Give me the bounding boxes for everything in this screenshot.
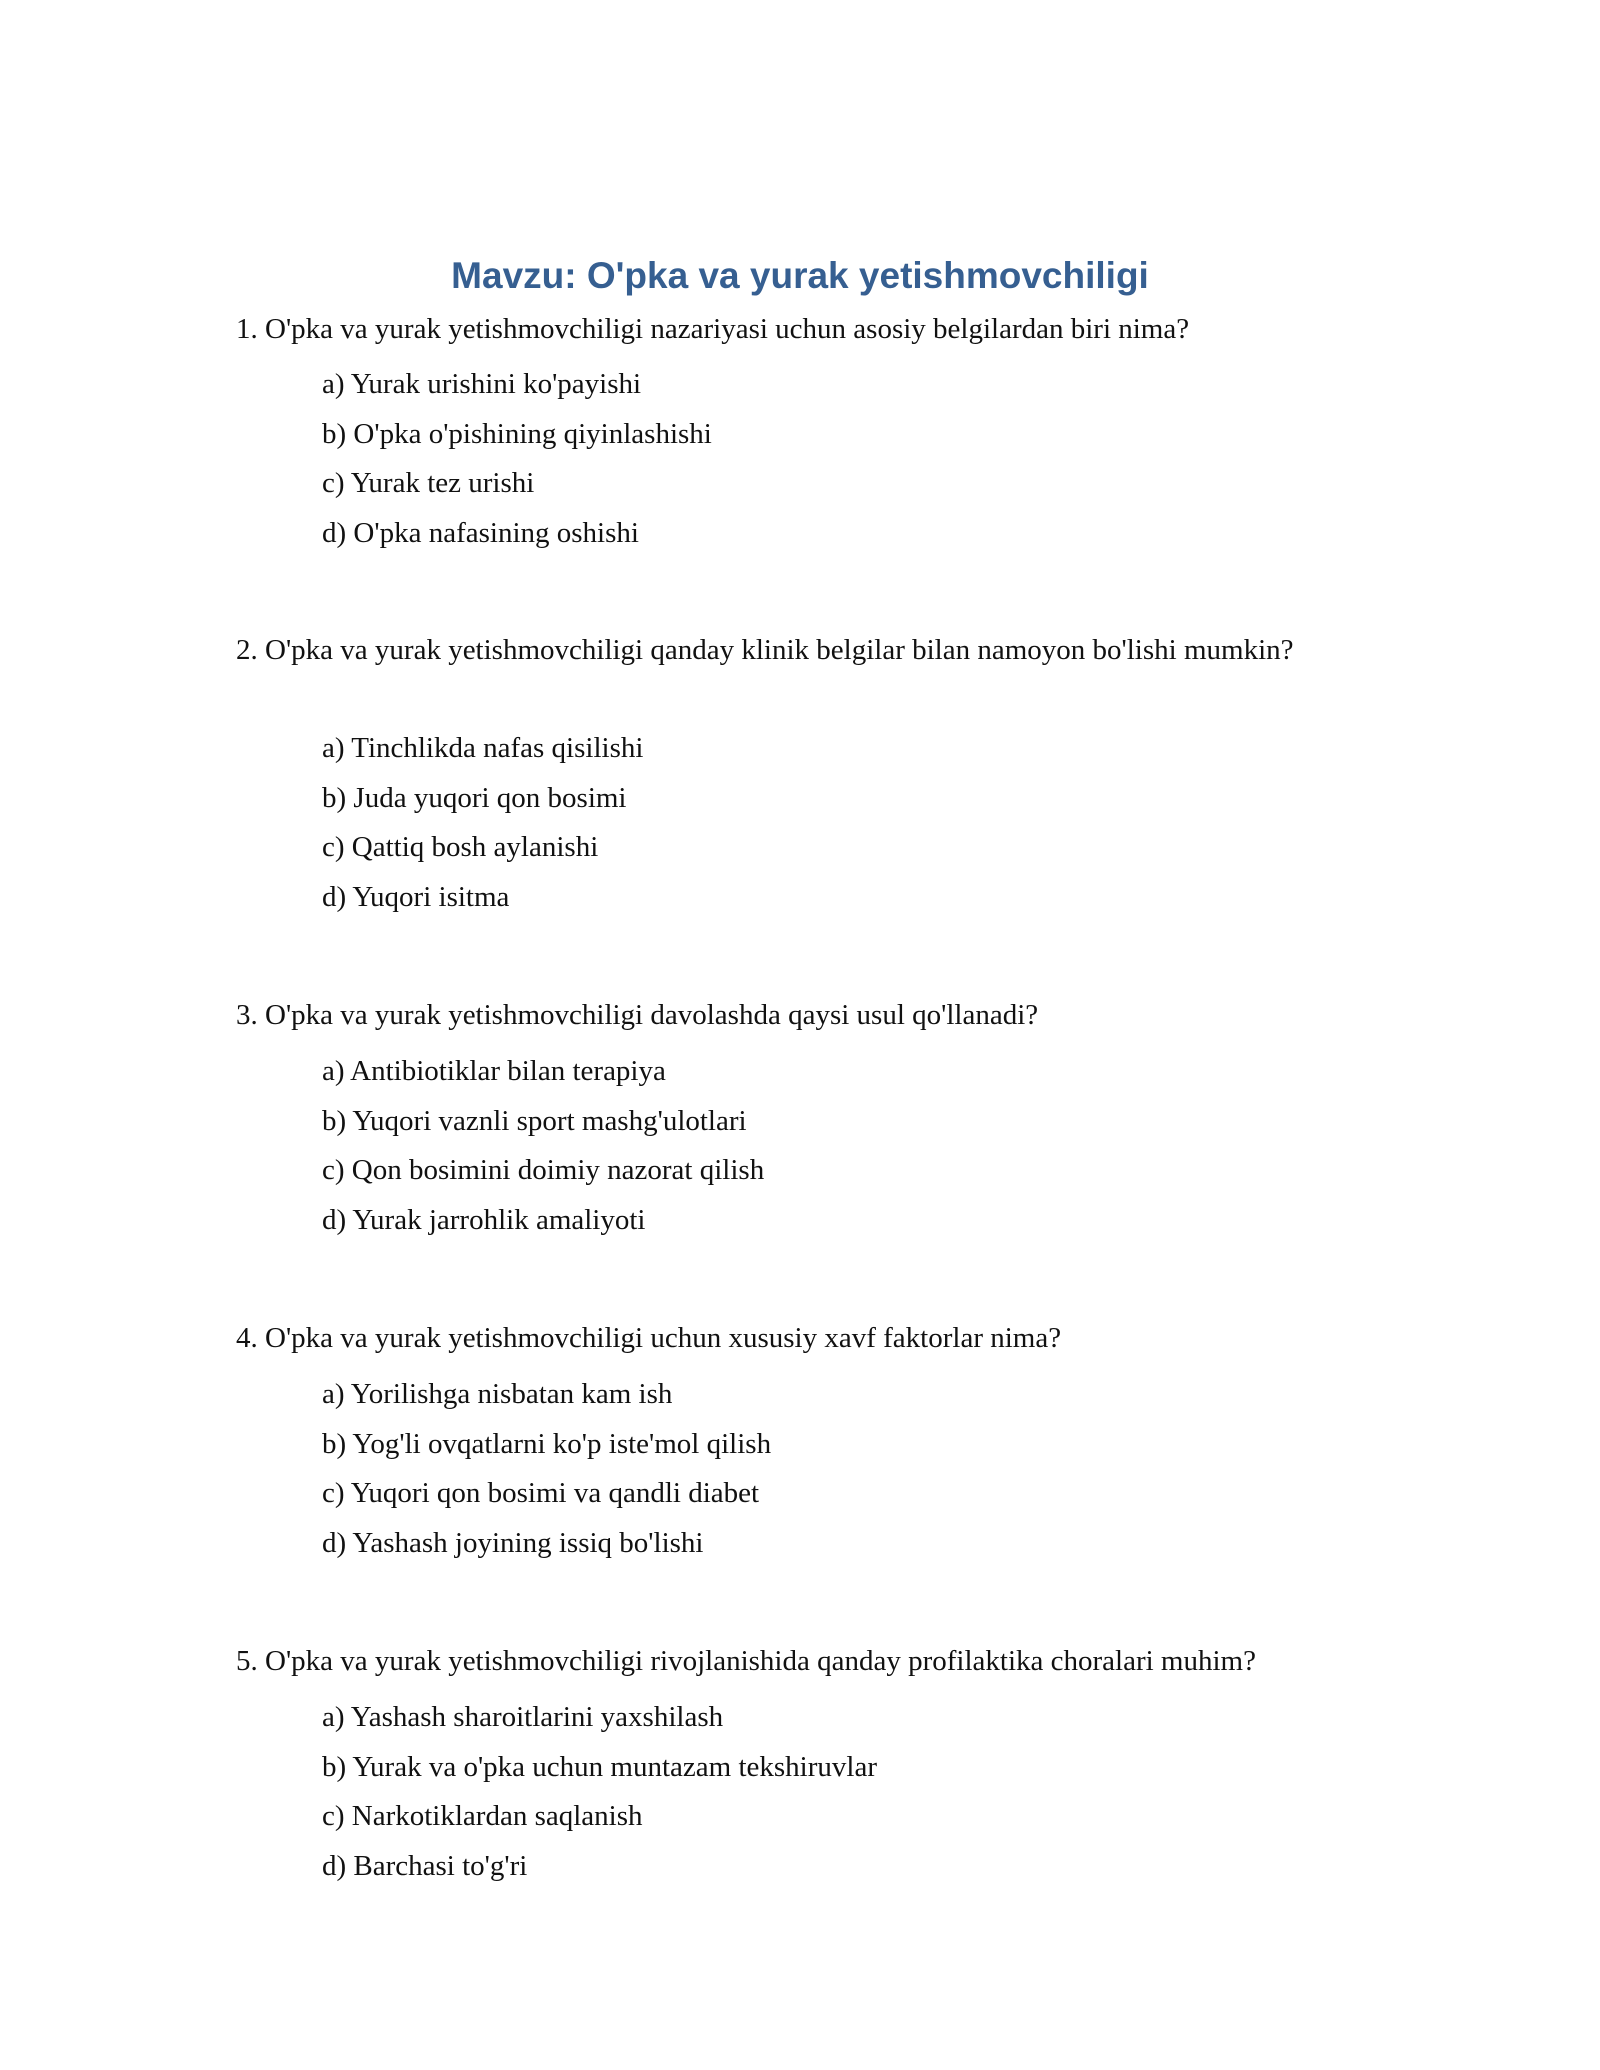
option-5d: d) Barchasi to'g'ri xyxy=(322,1849,528,1882)
option-4b: b) Yog'li ovqatlarni ko'p iste'mol qilish xyxy=(322,1427,772,1460)
question-3-options xyxy=(322,1047,764,1245)
option-1c: c) Yurak tez urishi xyxy=(322,467,535,500)
option-2b: b) Juda yuqori qon bosimi xyxy=(322,781,627,814)
option-2c: c) Qattiq bosh aylanishi xyxy=(322,831,599,864)
option-1a: a) Yurak urishini ko'payishi xyxy=(322,368,642,400)
question-2: 2. O'pka va yurak yetishmovchiligi qanday klinik belgilar bilan namoyon bo'lishi mumkin? xyxy=(236,634,1294,666)
option-4c: c) Yuqori qon bosimi va qandli diabet xyxy=(322,1477,760,1510)
question-5: 5. O'pka va yurak yetishmovchiligi rivojlanishida qanday profilaktika choralari muhim? xyxy=(236,1645,1256,1677)
document-title: Mavzu: O'pka va yurak yetishmovchiligi xyxy=(451,255,1149,296)
option-3a: a) Antibiotiklar bilan terapiya xyxy=(322,1055,666,1087)
question-5-options xyxy=(322,1693,877,1891)
option-4d: d) Yashash joyining issiq bo'lishi xyxy=(322,1526,704,1559)
question-1-options xyxy=(322,360,712,558)
question-3: 3. O'pka va yurak yetishmovchiligi davolashda qaysi usul qo'llanadi? xyxy=(236,999,1039,1031)
option-2d: d) Yuqori isitma xyxy=(322,880,510,913)
question-1: 1. O'pka va yurak yetishmovchiligi nazariyasi uchun asosiy belgilardan biri nima? xyxy=(236,313,1190,345)
option-3d: d) Yurak jarrohlik amaliyoti xyxy=(322,1203,646,1236)
question-4: 4. O'pka va yurak yetishmovchiligi uchun xususiy xavf faktorlar nima? xyxy=(236,1322,1062,1354)
option-5b: b) Yurak va o'pka uchun muntazam tekshiruvlar xyxy=(322,1750,877,1783)
option-1b: b) O'pka o'pishining qiyinlashishi xyxy=(322,417,712,450)
option-1d: d) O'pka nafasining oshishi xyxy=(322,516,639,549)
question-2-options xyxy=(322,724,643,922)
option-2a: a) Tinchlikda nafas qisilishi xyxy=(322,732,644,764)
option-4a: a) Yorilishga nisbatan kam ish xyxy=(322,1378,673,1410)
option-5a: a) Yashash sharoitlarini yaxshilash xyxy=(322,1701,724,1733)
option-5c: c) Narkotiklardan saqlanish xyxy=(322,1800,643,1833)
option-3c: c) Qon bosimini doimiy nazorat qilish xyxy=(322,1154,765,1187)
option-3b: b) Yuqori vaznli sport mashg'ulotlari xyxy=(322,1104,747,1137)
question-4-options xyxy=(322,1370,771,1568)
